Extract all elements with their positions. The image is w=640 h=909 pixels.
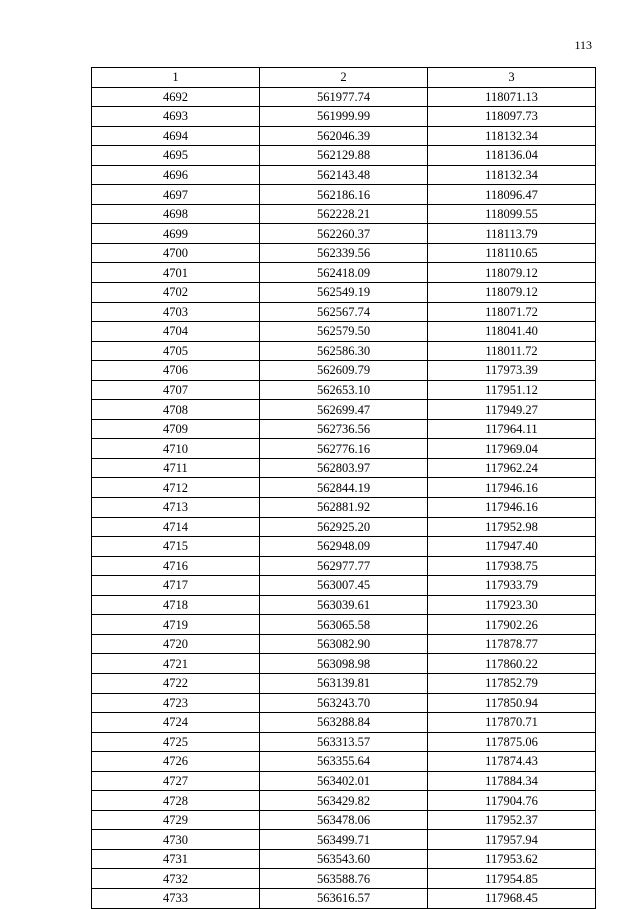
table-row [92,888,596,908]
table-cell: 563402.01 [260,771,428,791]
table-row [92,400,596,420]
table-cell: 4722 [92,673,260,693]
table-cell: 4729 [92,810,260,830]
table-cell: 561977.74 [260,87,428,107]
table-cell: 117968.45 [428,888,596,908]
table-cell: 563288.84 [260,713,428,733]
table-row [92,537,596,557]
table-cell: 117952.98 [428,517,596,537]
table-cell: 118099.55 [428,204,596,224]
table-cell: 562143.48 [260,165,428,185]
table-row [92,224,596,244]
table-cell: 4712 [92,478,260,498]
table-cell: 562977.77 [260,556,428,576]
table-cell: 563478.06 [260,810,428,830]
table-row [92,615,596,635]
table-cell: 4715 [92,537,260,557]
table-row [92,849,596,869]
table-cell: 4704 [92,322,260,342]
table-cell: 4709 [92,419,260,439]
table-cell: 117964.11 [428,419,596,439]
table-cell: 562881.92 [260,498,428,518]
table-cell: 118071.72 [428,302,596,322]
table-cell: 4711 [92,458,260,478]
table-cell: 118132.34 [428,165,596,185]
table-cell: 4731 [92,849,260,869]
table-cell: 118011.72 [428,341,596,361]
table-cell: 563243.70 [260,693,428,713]
table-cell: 4710 [92,439,260,459]
table-cell: 4706 [92,361,260,381]
table-row [92,556,596,576]
table-row [92,419,596,439]
table-cell: 4699 [92,224,260,244]
table-body [92,87,596,908]
table-cell: 4724 [92,713,260,733]
table-cell: 563007.45 [260,576,428,596]
page-number: 113 [574,38,592,52]
table-cell: 118071.13 [428,87,596,107]
table-cell: 562736.56 [260,419,428,439]
table-row [92,185,596,205]
table-cell: 562653.10 [260,380,428,400]
table-row [92,771,596,791]
table-cell: 117954.85 [428,869,596,889]
table-cell: 4707 [92,380,260,400]
table-row [92,869,596,889]
table-row [92,713,596,733]
table-cell: 4720 [92,634,260,654]
table-cell: 4727 [92,771,260,791]
table-cell: 4713 [92,498,260,518]
table-cell: 562579.50 [260,322,428,342]
table-cell: 117973.39 [428,361,596,381]
table-cell: 4697 [92,185,260,205]
table-cell: 4723 [92,693,260,713]
table-cell: 117860.22 [428,654,596,674]
table-cell: 563313.57 [260,732,428,752]
table-row [92,87,596,107]
table-cell: 562567.74 [260,302,428,322]
table-cell: 117933.79 [428,576,596,596]
table-cell: 563065.58 [260,615,428,635]
table-cell: 563355.64 [260,752,428,772]
table-cell: 4692 [92,87,260,107]
table-cell: 117947.40 [428,537,596,557]
table-cell: 117902.26 [428,615,596,635]
table-cell: 562228.21 [260,204,428,224]
table-cell: 117938.75 [428,556,596,576]
table-cell: 4693 [92,107,260,127]
table-cell: 563139.81 [260,673,428,693]
table-row [92,634,596,654]
table-cell: 4728 [92,791,260,811]
table-cell: 562844.19 [260,478,428,498]
table-cell: 117953.62 [428,849,596,869]
table-cell: 563429.82 [260,791,428,811]
table-cell: 4714 [92,517,260,537]
table-row [92,830,596,850]
table-cell: 4695 [92,146,260,166]
table-cell: 118096.47 [428,185,596,205]
table-cell: 562549.19 [260,283,428,303]
table-cell: 562776.16 [260,439,428,459]
table-row [92,243,596,263]
table-row [92,302,596,322]
table-cell: 118041.40 [428,322,596,342]
table-cell: 118110.65 [428,243,596,263]
table-cell: 562609.79 [260,361,428,381]
table-row [92,478,596,498]
table-cell: 4718 [92,595,260,615]
table-row [92,146,596,166]
table-cell: 117923.30 [428,595,596,615]
table-cell: 563082.90 [260,634,428,654]
table-cell: 4700 [92,243,260,263]
table-row [92,810,596,830]
table-row [92,693,596,713]
column-header-3: 3 [428,68,596,88]
table-cell: 118079.12 [428,263,596,283]
table-cell: 117969.04 [428,439,596,459]
table-cell: 562948.09 [260,537,428,557]
table-cell: 561999.99 [260,107,428,127]
table-cell: 118132.34 [428,126,596,146]
column-header-1: 1 [92,68,260,88]
table-cell: 562699.47 [260,400,428,420]
table-cell: 562925.20 [260,517,428,537]
table-row [92,498,596,518]
table-cell: 4719 [92,615,260,635]
table-cell: 117852.79 [428,673,596,693]
column-header-2: 2 [260,68,428,88]
table-cell: 4733 [92,888,260,908]
table-cell: 117951.12 [428,380,596,400]
table-row [92,576,596,596]
table-row [92,458,596,478]
table-cell: 117870.71 [428,713,596,733]
table-cell: 4705 [92,341,260,361]
table-row [92,126,596,146]
table-cell: 117874.43 [428,752,596,772]
table-cell: 117952.37 [428,810,596,830]
table-cell: 563588.76 [260,869,428,889]
table-cell: 562260.37 [260,224,428,244]
table-row [92,732,596,752]
table-row [92,107,596,127]
table-cell: 562339.56 [260,243,428,263]
table-row [92,752,596,772]
header-row [92,68,596,88]
table-header [92,68,596,88]
table-cell: 563098.98 [260,654,428,674]
table-row [92,322,596,342]
table-row [92,791,596,811]
table-cell: 118079.12 [428,283,596,303]
table-cell: 117946.16 [428,498,596,518]
table-cell: 4703 [92,302,260,322]
table-cell: 562803.97 [260,458,428,478]
table-row [92,263,596,283]
table-cell: 562586.30 [260,341,428,361]
table-cell: 4698 [92,204,260,224]
table-row [92,165,596,185]
table-cell: 117946.16 [428,478,596,498]
table-cell: 563543.60 [260,849,428,869]
table-cell: 4716 [92,556,260,576]
table-cell: 117962.24 [428,458,596,478]
table-row [92,283,596,303]
table-row [92,517,596,537]
table-cell: 563499.71 [260,830,428,850]
table-cell: 4708 [92,400,260,420]
table-cell: 117957.94 [428,830,596,850]
table-cell: 4717 [92,576,260,596]
table-cell: 117949.27 [428,400,596,420]
table-cell: 117850.94 [428,693,596,713]
table-cell: 118097.73 [428,107,596,127]
table-cell: 117875.06 [428,732,596,752]
table-cell: 118113.79 [428,224,596,244]
table-cell: 4732 [92,869,260,889]
table-cell: 117884.34 [428,771,596,791]
table-row [92,361,596,381]
table-cell: 4694 [92,126,260,146]
table-cell: 118136.04 [428,146,596,166]
table-cell: 4725 [92,732,260,752]
table-cell: 4726 [92,752,260,772]
table-row [92,204,596,224]
table-row [92,380,596,400]
table-cell: 562046.39 [260,126,428,146]
coordinates-table [91,67,596,909]
table-cell: 563616.57 [260,888,428,908]
table-row [92,673,596,693]
table-cell: 562129.88 [260,146,428,166]
table-cell: 4702 [92,283,260,303]
table-cell: 563039.61 [260,595,428,615]
table-row [92,341,596,361]
table-row [92,595,596,615]
table-cell: 4730 [92,830,260,850]
table-cell: 117904.76 [428,791,596,811]
table-cell: 562418.09 [260,263,428,283]
table-cell: 4721 [92,654,260,674]
table-cell: 4696 [92,165,260,185]
table-cell: 117878.77 [428,634,596,654]
table-row [92,654,596,674]
table-row [92,439,596,459]
table-cell: 562186.16 [260,185,428,205]
table-cell: 4701 [92,263,260,283]
